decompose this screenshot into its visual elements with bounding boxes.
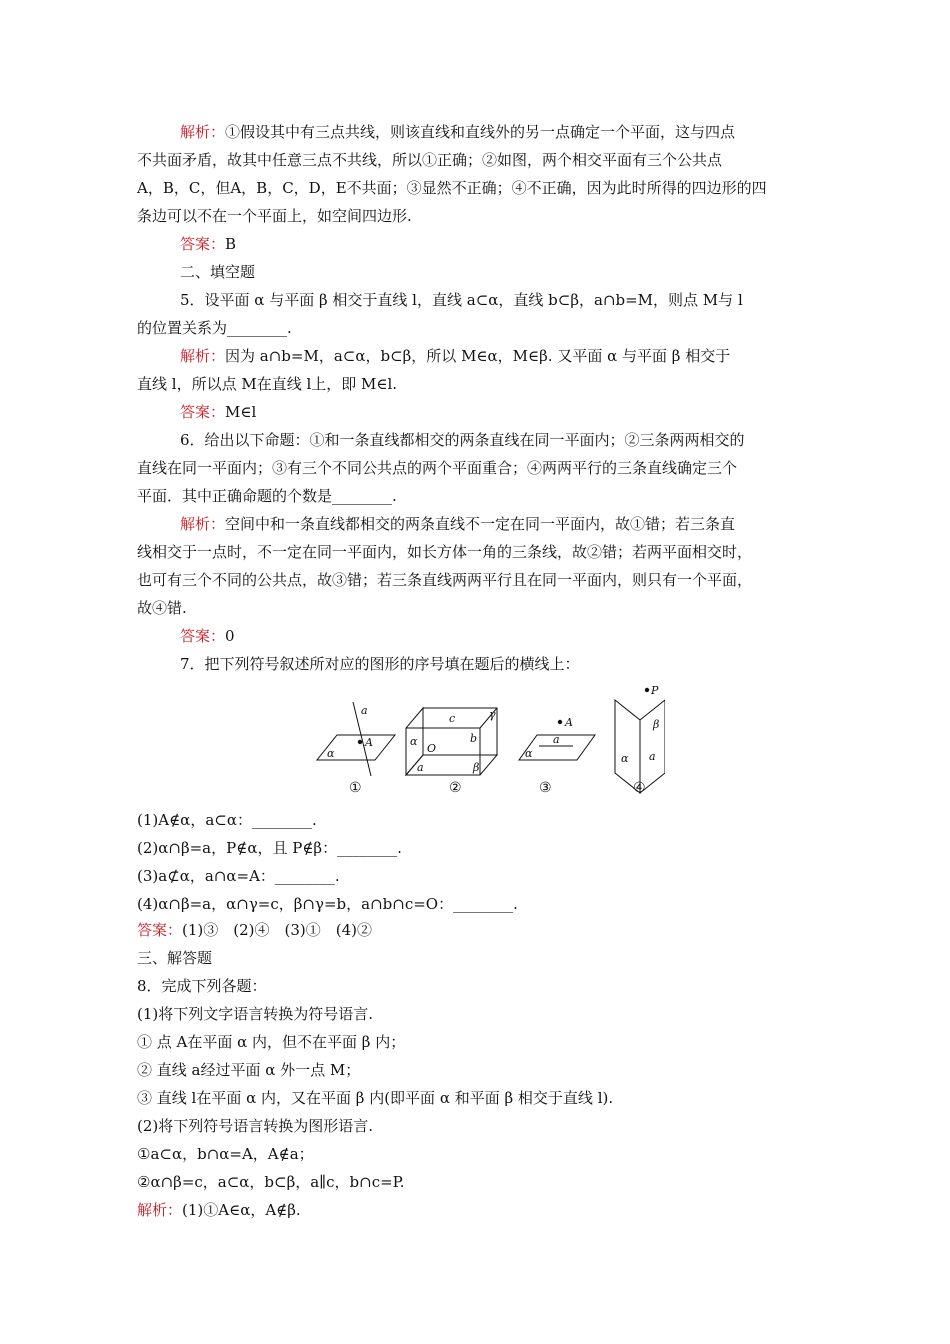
question-line: 平面．其中正确命题的个数是________.	[137, 487, 397, 505]
analysis-line: 解析：因为 a∩b=M，a⊂α，b⊂β，所以 M∈α，M∈β. 又平面 α 与平面 β 相交于	[180, 347, 731, 365]
question-line: 8．完成下列各题：	[137, 977, 267, 995]
analysis-line: 故④错.	[137, 599, 187, 617]
figure3-label: A	[565, 716, 573, 729]
figure2-label: α	[410, 735, 418, 748]
question-line: 7．把下列符号叙述所对应的图形的序号填在题后的横线上：	[180, 655, 580, 673]
subquestion-line: (3)a⊄α，a∩α=A：________.	[137, 867, 340, 885]
analysis-line: 解析：空间中和一条直线都相交的两条直线不一定在同一平面内，故①错；若三条直	[180, 515, 736, 533]
figure4-label: a	[649, 750, 656, 763]
answer-label: 答案：	[180, 403, 226, 421]
figure1-point	[358, 740, 362, 744]
analysis-line: 不共面矛盾，故其中任意三点不共线，所以①正确；②如图，两个相交平面有三个公共点	[137, 151, 723, 169]
analysis-line: A，B，C，但A，B，C，D，E不共面；③显然不正确；④不正确，因为此时所得的四边形的四	[137, 179, 767, 197]
answer-value: (1)③ (2)④ (3)① (4)②	[182, 921, 373, 939]
section-heading: 二、填空题	[180, 263, 256, 281]
question-line: 6．给出以下命题：①和一条直线都相交的两条直线在同一平面内；②三条两两相交的	[180, 431, 745, 449]
question-line: ③ 直线 l在平面 α 内，又在平面 β 内(即平面 α 和平面 β 相交于直线 l).	[137, 1089, 614, 1107]
question-line: 的位置关系为________.	[137, 319, 292, 337]
figure2-label: b	[470, 732, 478, 745]
answer-line	[137, 918, 817, 942]
figure1-label: A	[365, 736, 373, 749]
question-line: (1)将下列文字语言转换为符号语言.	[137, 1005, 374, 1023]
figure2-label: γ	[489, 708, 496, 721]
subquestion-line: (4)α∩β=a，α∩γ=c，β∩γ=b，a∩b∩c=O：________.	[137, 895, 518, 913]
question-line: ② 直线 a经过平面 α 外一点 M；	[137, 1061, 361, 1079]
question-line: ① 点 A在平面 α 内，但不在平面 β 内；	[137, 1033, 406, 1051]
question-line: 5．设平面 α 与平面 β 相交于直线 l，直线 a⊂α，直线 b⊂β，a∩b=M，则点 M与 l	[180, 291, 743, 309]
analysis-line: 解析：①假设其中有三点共线，则该直线和直线外的另一点确定一个平面，这与四点	[180, 123, 736, 141]
answer-label: 答案：	[180, 235, 226, 253]
figure3-label: α	[525, 747, 533, 760]
analysis-line: 也可有三个不同的公共点，故③错；若三条直线两两平行且在同一平面内，则只有一个平面，	[137, 571, 753, 589]
answer-value: B	[225, 235, 237, 253]
question-line: 直线在同一平面内；③有三个不同公共点的两个平面重合；④两两平行的三条直线确定三个	[137, 459, 738, 477]
question-line: ①a⊂α，b∩α=A，A∉a；	[137, 1145, 314, 1163]
figure1-number: ①	[349, 780, 362, 796]
figure2-label: a	[417, 761, 424, 774]
figure1-label: α	[327, 747, 335, 760]
figure4-number: ④	[633, 780, 646, 796]
figure4-label: α	[621, 752, 629, 765]
analysis-line: 解析：(1)①A∈α，A∉β.	[137, 1201, 301, 1219]
figure4-label: P	[651, 684, 659, 697]
figure2-label: O	[427, 742, 437, 755]
answer-line	[180, 624, 860, 648]
analysis-line: 直线 l，所以点 M在直线 l上，即 M∈l.	[137, 375, 398, 393]
analysis-line: 条边可以不在一个平面上，如空间四边形.	[137, 207, 412, 225]
figure2-label: β	[473, 761, 480, 774]
question-line: (2)将下列符号语言转换为图形语言.	[137, 1117, 374, 1135]
question-line: ②α∩β=c，a⊂α，b⊂β，a∥c，b∩c=P.	[137, 1173, 405, 1191]
answer-line	[180, 232, 860, 256]
figure2-number: ②	[449, 780, 462, 796]
figures	[315, 680, 665, 800]
answer-value: M∈l	[225, 403, 257, 421]
answer-value: 0	[225, 627, 235, 645]
figure4-label: β	[653, 718, 660, 731]
analysis-label: 解析：	[180, 123, 226, 141]
analysis-label: 解析：	[180, 347, 226, 365]
answer-label: 答案：	[180, 627, 226, 645]
figure4-point	[645, 688, 649, 692]
analysis-label: 解析：	[137, 1201, 183, 1219]
figure1-label: a	[361, 704, 368, 717]
figure3-label: a	[553, 733, 560, 746]
answer-label: 答案：	[137, 921, 183, 939]
figures-svg	[315, 680, 665, 800]
section-heading: 三、解答题	[137, 949, 213, 967]
analysis-line: 线相交于一点时，不一定在同一平面内，如长方体一角的三条线，故②错；若两平面相交时，	[137, 543, 753, 561]
analysis-label: 解析：	[180, 515, 226, 533]
figure3-point	[558, 720, 562, 724]
subquestion-line: (2)α∩β=a，P∉α，且 P∉β：________.	[137, 839, 402, 857]
figure3-number: ③	[539, 780, 552, 796]
figure2-label: c	[449, 712, 456, 725]
subquestion-line: (1)A∉α，a⊂α：________.	[137, 811, 317, 829]
answer-line	[180, 400, 860, 424]
